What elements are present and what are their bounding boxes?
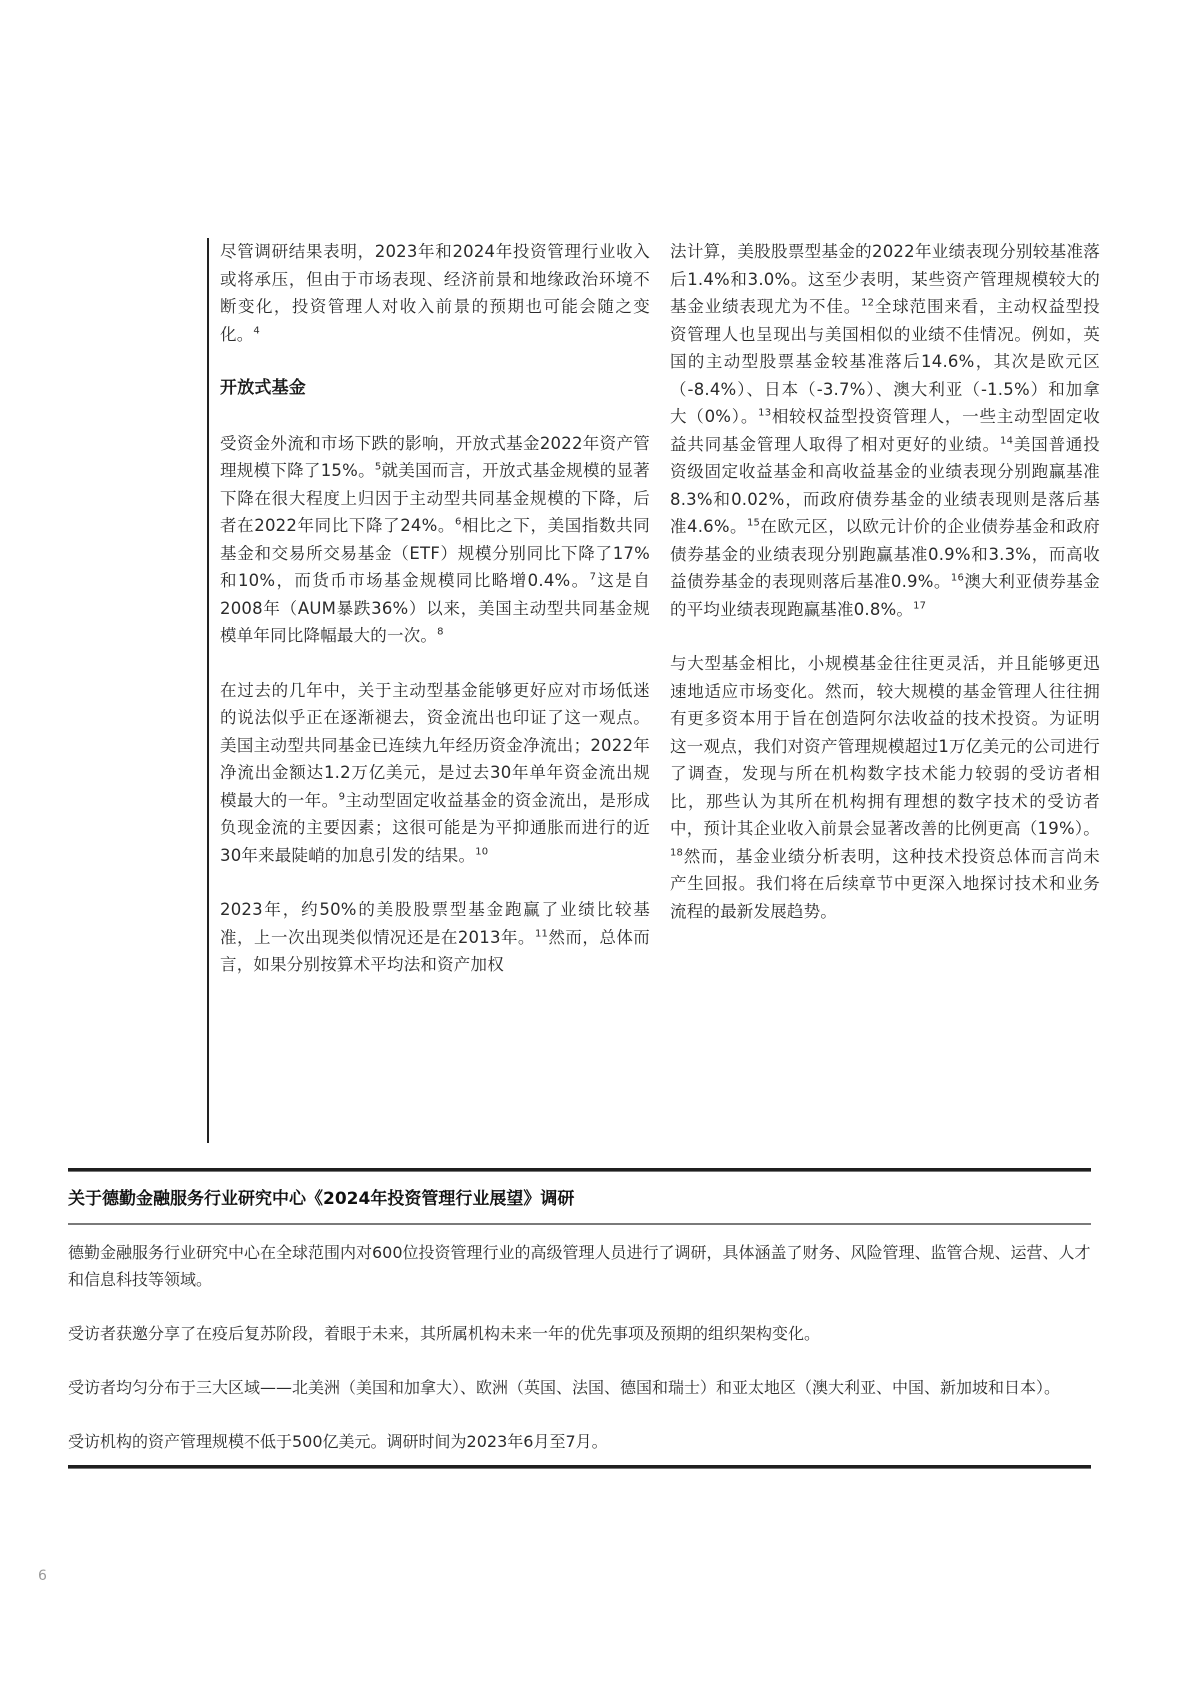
footnote-ref[interactable]: 12 [861, 297, 875, 309]
paragraph-performance-continued: 法计算，美股股票型基金的2022年业绩表现分别较基准落后1.4%和3.0%。这至少表明，某些资产管理规模较大的基金业绩表现尤为不佳。$^{12}$全球范围来看，主动权益型投资管理人也呈现出与美国相似的业绩不佳情况。例如，英国的主动型股票基金较基准落后14.6%，其次是欧元区（-8.4%）、日本（-3.7%）、澳大利亚（-1.5%）和加拿大（0%）。$^{13}$相较权益型投资管理人，一些主动型固定收益共同基金管理人取得了相对更好的业绩。$^{14}$美国普通投资级固定收益基金和高收益基金的业绩表现分别跑赢基准8.3%和0.02%，而政府债券基金的业绩表现则是落后基准4.6%。$^{15}$在欧元区，以欧元计价的企业债券基金和政府债券基金的业绩表现分别跑赢基准0.9%和3.3%，而高收益债券基金的表现则落后基准0.9%。$^{16}$澳大利亚债券基金的平均业绩表现跑赢基准0.8%。$^{17}$ [670, 242, 1101, 619]
survey-box-title: 关于德勤金融服务行业研究中心《2024年投资管理行业展望》调研 [68, 1189, 575, 1209]
footnote-ref[interactable]: 5 [374, 461, 382, 473]
survey-paragraph: 受访者均匀分布于三大区域——北美洲（美国和加拿大）、欧洲（英国、法国、德国和瑞士）和亚太地区（澳大利亚、中国、新加坡和日本）。 [68, 1378, 1061, 1397]
survey-paragraph: 德勤金融服务行业研究中心在全球范围内对600位投资管理行业的高级管理人员进行了调研，具体涵盖了财务、风险管理、监管合规、运营、人才和信息科技等领域。 [68, 1243, 1091, 1289]
survey-paragraph: 受访机构的资产管理规模不低于500亿美元。调研时间为2023年6月至7月。 [68, 1432, 608, 1451]
footnote-ref[interactable]: 18 [670, 847, 684, 858]
survey-paragraph: 受访者获邀分享了在疫后复苏阶段，着眼于未来，其所属机构未来一年的优先事项及预期的组织架构变化。 [68, 1324, 821, 1343]
section-heading-open-end-funds: 开放式基金 [220, 378, 306, 398]
survey-info-box [68, 1168, 1091, 1469]
footnote-ref[interactable]: 15 [747, 517, 761, 529]
footnote-ref[interactable]: 4 [253, 325, 260, 336]
paragraph-2023-performance: 2023年，约50%的美股股票型基金跑赢了业绩比较基准，上一次出现类似情况还是在2013年。$^{11}$然而，总体而言，如果分别按算术平均法和资产加权 [220, 900, 651, 974]
paragraph-active-funds-outflows: 在过去的几年中，关于主动型基金能够更好应对市场低迷的说法似乎正在逐渐褪去，资金流出也印证了这一观点。美国主动型共同基金已连续九年经历资金净流出；2022年净流出金额达1.2万亿美元，是过去30年单年资金流出规模最大的一年。$^9$主动型固定收益基金的资金流出，是形成负现金流的主要因素；这很可能是为平抑通胀而进行的近30年来最陡峭的加息引发的结果。$^{10}$ [220, 680, 650, 865]
box-title-rule [68, 1223, 1091, 1225]
footnote-ref[interactable]: 9 [338, 791, 346, 802]
footnote-ref[interactable]: 7 [589, 571, 597, 583]
footnote-ref[interactable]: 13 [758, 407, 772, 419]
paragraph-fund-size-technology: 与大型基金相比，小规模基金往往更灵活，并且能够更迅速地适应市场变化。然而，较大规模的基金管理人往往拥有更多资本用于旨在创造阿尔法收益的技术投资。为证明这一观点，我们对资产管理规模超过1万亿美元的公司进行了调查，发现与所在机构数字技术能力较弱的受访者相比，那些认为其所在机构拥有理想的数字技术的受访者中，预计其企业收入前景会显著改善的比例更高（19%）。$^{18}$然而，基金业绩分析表明，这种技术投资总体而言尚未产生回报。我们将在后续章节中更深入地探讨技术和业务流程的最新发展趋势。 [670, 654, 1100, 921]
intro-paragraph: 尽管调研结果表明，2023年和2024年投资管理行业收入或将承压，但由于市场表现、经济前景和地缘政治环境不断变化，投资管理人对收入前景的预期也可能会随之变化。$^4$ [220, 242, 650, 344]
footnote-ref[interactable]: 10 [475, 846, 489, 857]
footnote-ref[interactable]: 11 [534, 928, 549, 939]
column-divider-rule [207, 238, 209, 1143]
box-bottom-rule [68, 1465, 1091, 1469]
footnote-ref[interactable]: 17 [913, 600, 927, 611]
left-column [220, 238, 650, 1006]
footnote-ref[interactable]: 8 [437, 626, 444, 638]
right-column [670, 238, 1100, 952]
footnote-ref[interactable]: 14 [1000, 435, 1014, 446]
footnote-ref[interactable]: 16 [950, 572, 965, 584]
footnote-ref[interactable]: 6 [455, 516, 462, 528]
page-number: 6 [38, 1568, 47, 1584]
paragraph-open-end-funds: 受资金外流和市场下跌的影响，开放式基金2022年资产管理规模下降了15%。$^5$就美国而言，开放式基金规模的显著下降在很大程度上归因于主动型共同基金规模的下降，后者在2022年同比下降了24%。$^6$相比之下，美国指数共同基金和交易所交易基金（ETF）规模分别同比下降了17%和10%，而货币市场基金规模同比略增0.4%。$^7$这是自2008年（AUM暴跌36%）以来，美国主动型共同基金规模单年同比降幅最大的一次。$^8$ [220, 433, 650, 645]
